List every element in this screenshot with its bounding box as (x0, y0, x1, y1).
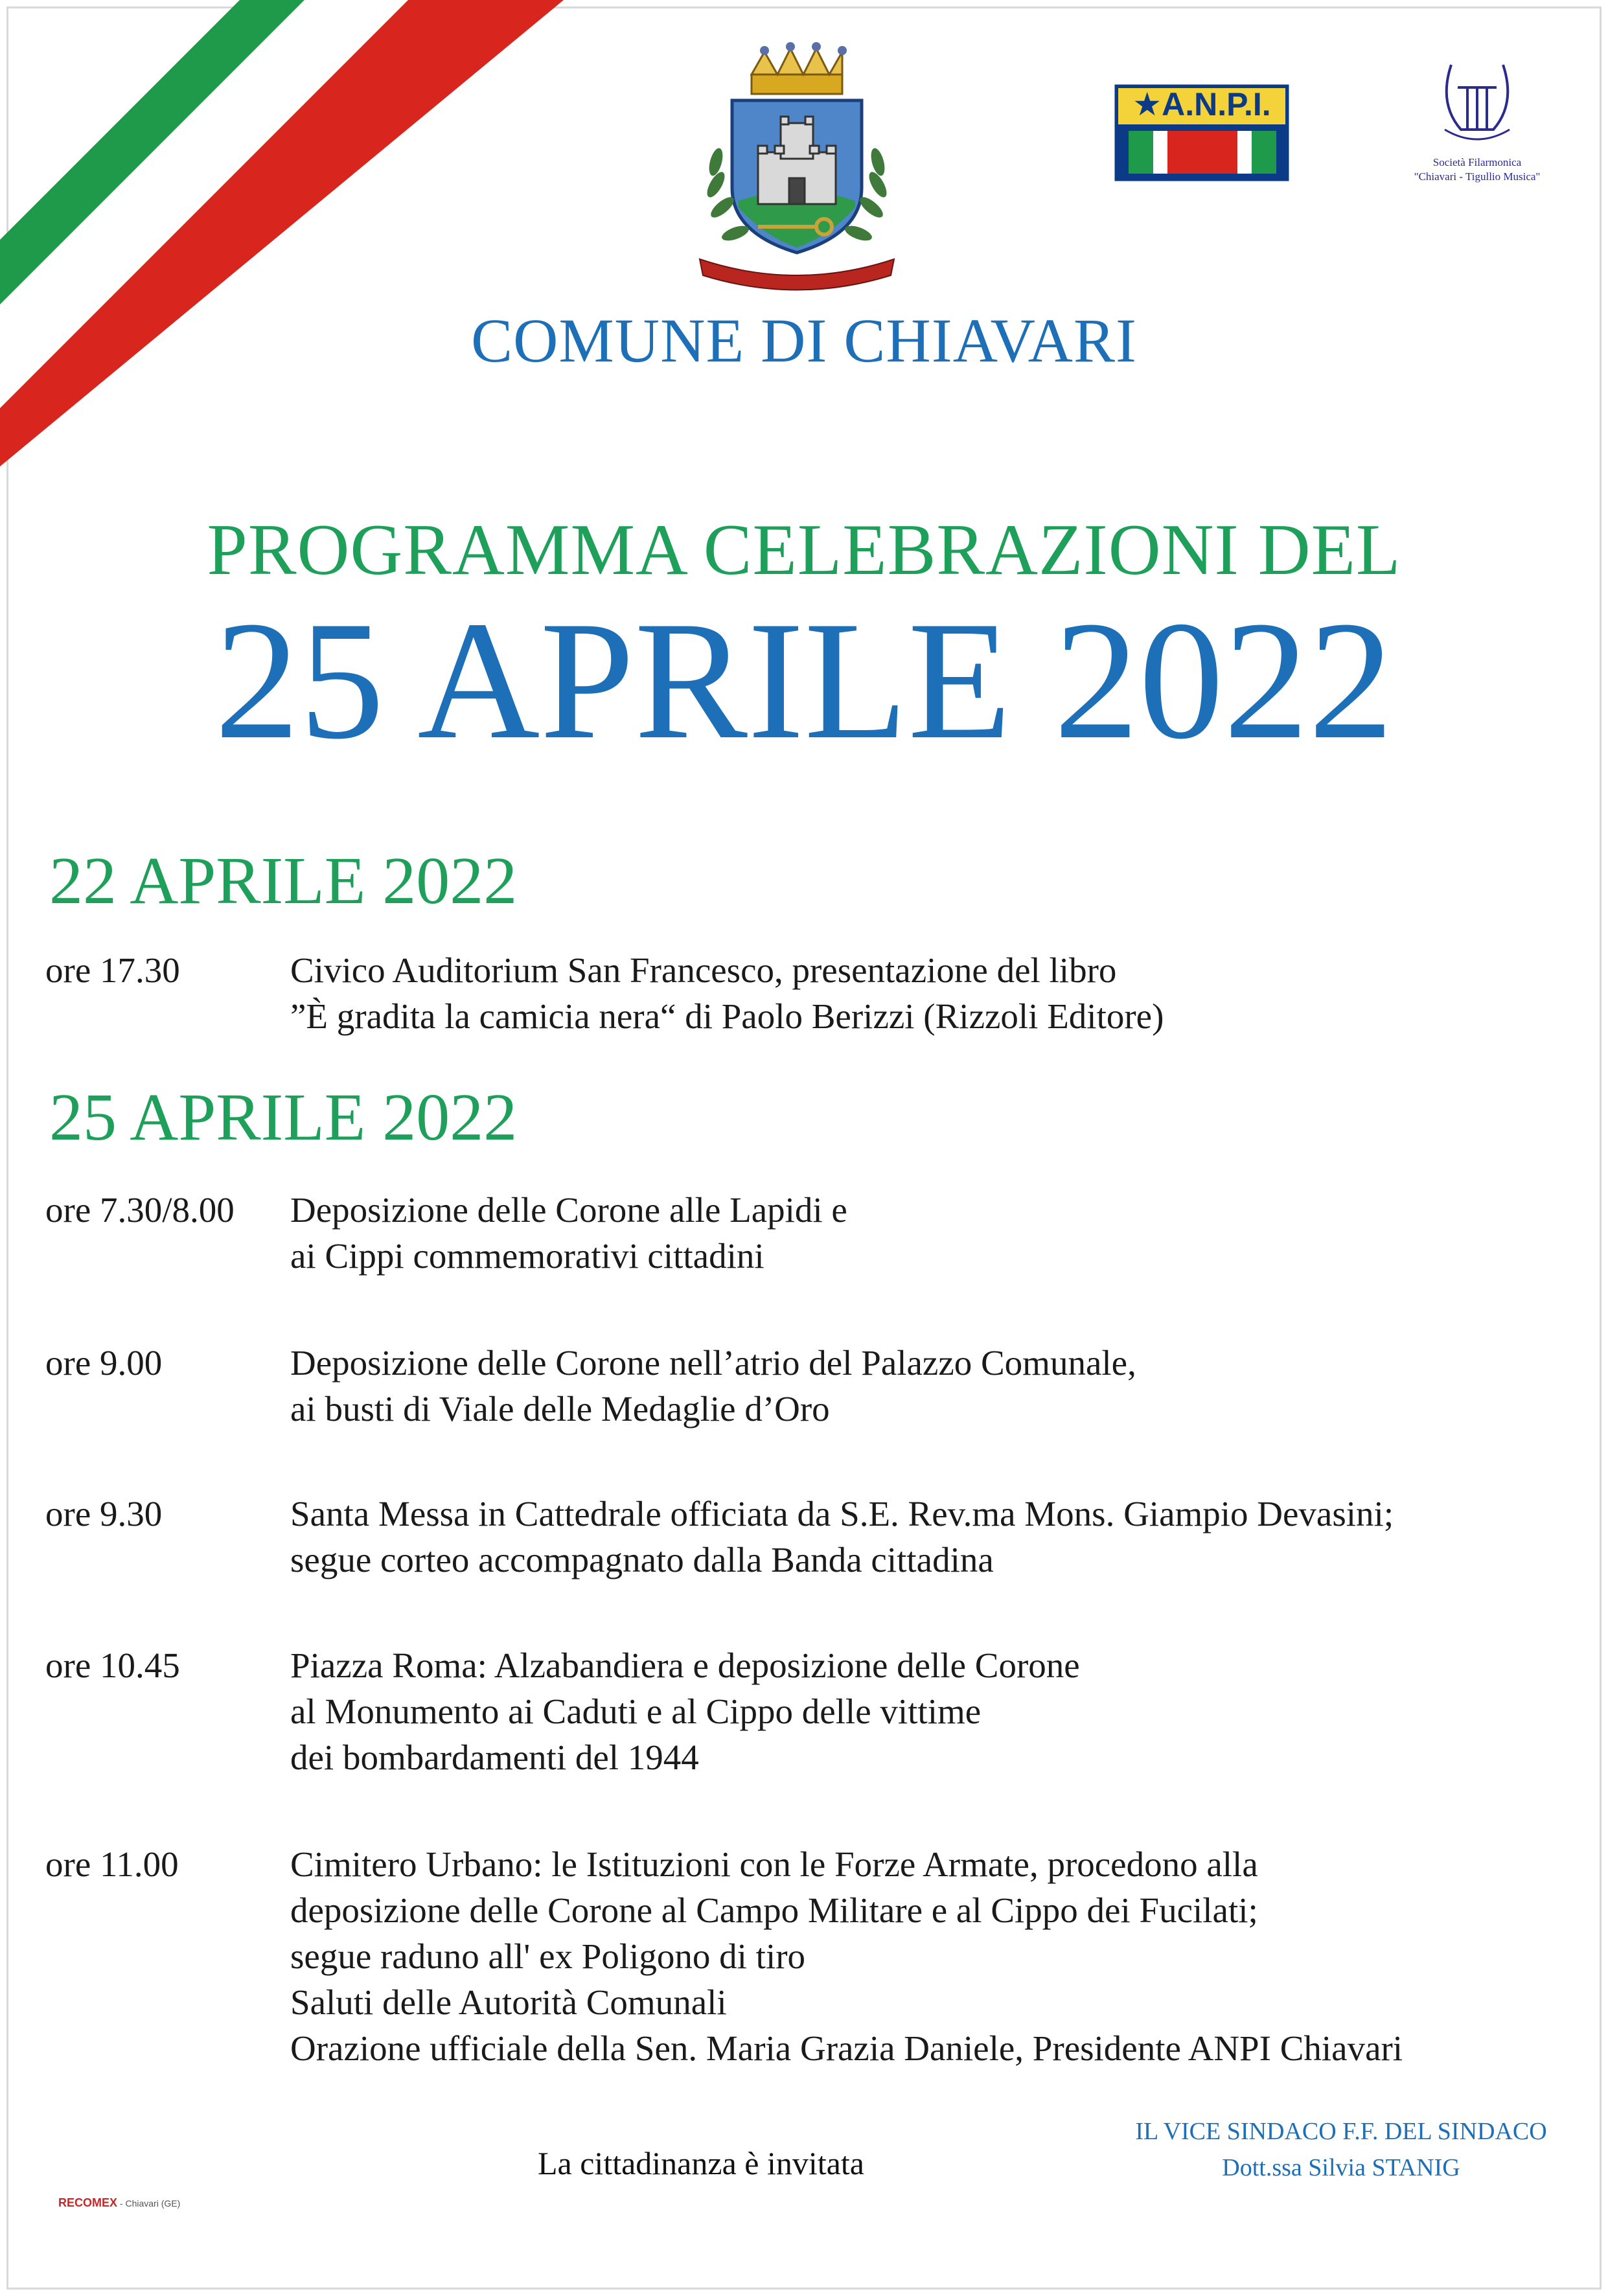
event-line: Cimitero Urbano: le Istituzioni con le Forze Armate, procedono alla (290, 1844, 1258, 1884)
motto-ribbon (700, 259, 894, 290)
chiavari-crest-logo (661, 39, 933, 298)
event-time: ore 11.00 (45, 1844, 179, 1884)
event-line: Saluti delle Autorità Comunali (290, 1982, 727, 2022)
signature-name: Dott.ssa Silvia STANIG (1222, 2154, 1460, 2181)
event-time: ore 9.00 (45, 1343, 163, 1383)
signature-block (1114, 2113, 1568, 2186)
event-line: Santa Messa in Cattedrale officiata da S.E. Rev.ma Mons. Giampio Devasini; (290, 1494, 1394, 1533)
invitation-text: La cittadinanza è invitata (538, 2145, 864, 2181)
event-time: ore 7.30/8.00 (45, 1190, 235, 1230)
event-description (290, 947, 1164, 1039)
event-line: Civico Auditorium San Francesco, presentazione del libro (290, 950, 1117, 990)
event-description (290, 1340, 1136, 1432)
day-heading-25-april: 25 APRILE 2022 (49, 1080, 518, 1154)
lyre-icon (1445, 65, 1510, 139)
anpi-logo (1114, 84, 1289, 181)
event-line: ai busti di Viale delle Medaglie d’Oro (290, 1389, 830, 1429)
event-line: Orazione ufficiale della Sen. Maria Grazia Daniele, Presidente ANPI Chiavari (290, 2028, 1403, 2068)
event-line: deposizione delle Corone al Campo Militare e al Cippo dei Fucilati; (290, 1890, 1258, 1930)
event-line: dei bombardamenti del 1944 (290, 1738, 699, 1777)
event-time: ore 9.30 (45, 1494, 163, 1533)
event-description (290, 1642, 1080, 1780)
printer-city: - Chiavari (GE) (119, 2198, 181, 2209)
event-time: ore 17.30 (45, 950, 180, 990)
printer-credit (58, 2196, 180, 2210)
filarmonica-caption (1393, 155, 1561, 184)
event-line: Deposizione delle Corone nell’atrio del Palazzo Comunale, (290, 1343, 1136, 1383)
day-heading-22-april: 22 APRILE 2022 (49, 844, 518, 918)
anpi-label: ★A.N.P.I. (1132, 86, 1271, 122)
event-time: ore 10.45 (45, 1646, 180, 1685)
event-line: Deposizione delle Corone alle Lapidi e (290, 1190, 847, 1230)
event-line: Piazza Roma: Alzabandiera e deposizione delle Corone (290, 1646, 1080, 1685)
event-description (290, 1841, 1403, 2071)
event-description (290, 1187, 847, 1279)
programma-title: PROGRAMMA CELEBRAZIONI DEL (207, 510, 1401, 590)
italian-flag-ribbon (0, 0, 570, 492)
event-description (290, 1491, 1394, 1583)
crown-icon (752, 42, 847, 94)
event-line: ”È gradita la camicia nera“ di Paolo Berizzi (Rizzoli Editore) (290, 996, 1164, 1036)
filarmonica-line2: "Chiavari - Tigullio Musica" (1414, 170, 1541, 183)
event-line: segue raduno all' ex Poligono di tiro (290, 1936, 806, 1976)
event-line: ai Cippi commemorativi cittadini (290, 1236, 764, 1276)
event-line: segue corteo accompagnato dalla Banda cittadina (290, 1540, 994, 1579)
signature-role: IL VICE SINDACO F.F. DEL SINDACO (1135, 2118, 1547, 2145)
filarmonica-line1: Società Filarmonica (1432, 156, 1522, 168)
printer-logo: RECOMEX (58, 2196, 118, 2209)
main-date-title: 25 APRILE 2022 (214, 586, 1394, 774)
filarmonica-logo (1393, 52, 1561, 194)
comune-title: COMUNE DI CHIAVARI (471, 306, 1137, 375)
event-line: al Monumento ai Caduti e al Cippo delle vittime (290, 1692, 982, 1731)
